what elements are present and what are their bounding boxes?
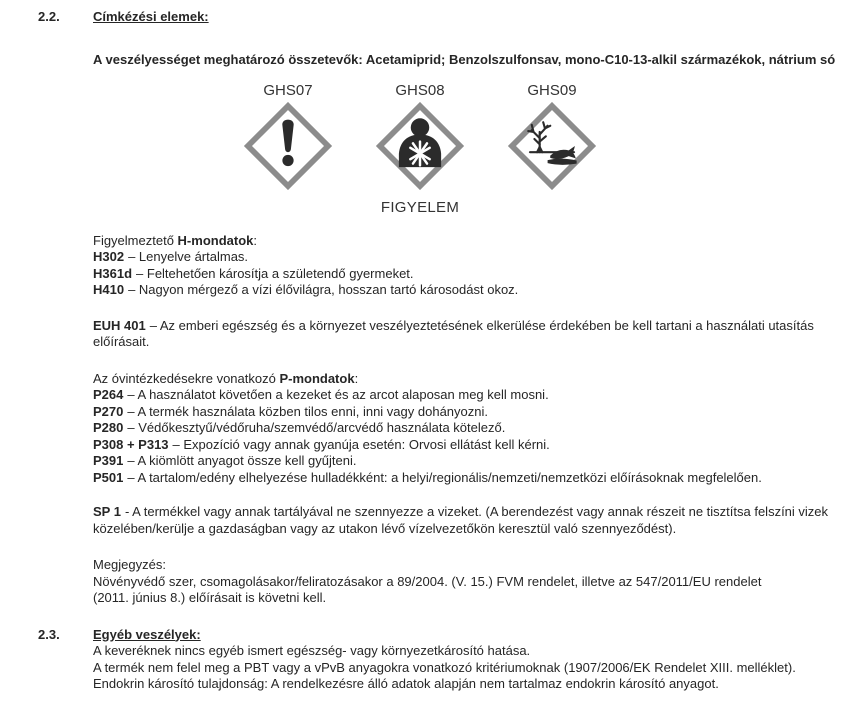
euh-code: EUH 401 <box>93 317 146 333</box>
other-hazards-line: A keveréknek nincs egyéb ismert egészség- vagy környezetkárosító hatása. <box>93 643 531 658</box>
pictogram-ghs08 <box>376 82 464 217</box>
p-statement: P391 – A kiömlött anyagot össze kell gyűjteni. <box>93 453 357 468</box>
p-statements-block <box>93 371 861 487</box>
pictogram-code-label: GHS08 <box>395 82 445 99</box>
pictogram-code-label: GHS07 <box>263 82 313 99</box>
section-number: 2.2. <box>38 9 60 24</box>
section-number: 2.3. <box>38 626 60 642</box>
pictogram-code-label: GHS09 <box>527 82 577 99</box>
h-statements-block <box>93 233 861 299</box>
p-statements-heading: Az óvintézkedésekre vonatkozó P-mondatok: <box>93 370 359 386</box>
h-statements-heading: Figyelmeztető H-mondatok: <box>93 232 258 248</box>
h-statement: H410 – Nagyon mérgező a vízi élővilágra, hosszan tartó károsodást okoz. <box>93 282 519 297</box>
sp1-statement: SP 1 - A termékkel vagy annak tartályával ne szennyezze a vizeket. (A berendezést vagy annak részeit ne tisztítsa felszíni vizek közelében/kerülje a gazdaságban vagy az utakon lévő vízelvezetőkön keresztül való szennyeződést). <box>93 504 829 536</box>
note-block <box>93 557 861 607</box>
section-2-2-heading <box>0 9 861 26</box>
sp1-code: SP 1 <box>93 504 121 519</box>
other-hazards-lines <box>93 643 853 693</box>
other-hazards-line: A termék nem felel meg a PBT vagy a vPvB anyagokra vonatkozó kritériumoknak (1907/2006/EK Rendelet XIII. melléklet). <box>93 659 796 675</box>
section-title: Egyéb veszélyek: <box>93 626 201 642</box>
p-statement: P270 – A termék használata közben tilos enni, inni vagy dohányozni. <box>93 403 488 419</box>
pictogram-ghs07 <box>244 82 332 195</box>
p-statement: P501 – A tartalom/edény elhelyezése hulladékként: a helyi/regionális/nemzeti/nemzetközi előírásoknak megfelelően. <box>93 469 762 485</box>
h-statement: H361d – Feltehetően károsítja a születendő gyermeket. <box>93 265 414 281</box>
other-hazards-line: Endokrin károsító tulajdonság: A rendelkezésre álló adatok alapján nem tartalmaz endokrin károsító anyagot. <box>93 676 719 691</box>
ghs-pictogram-row <box>244 82 861 217</box>
ghs09-environment-icon <box>508 102 596 195</box>
ghs08-health-hazard-icon <box>376 102 464 195</box>
section-title: Címkézési elemek: <box>93 9 209 24</box>
note-text: Növényvédő szer, csomagolásakor/feliratozásakor a 89/2004. (V. 15.) FVM rendelet, illetve az 547/2011/EU rendelet (2011. június 8.) előírásait is követni kell. <box>93 573 762 605</box>
h-statement: H302 – Lenyelve ártalmas. <box>93 249 249 264</box>
ghs07-exclamation-icon <box>244 102 332 195</box>
p-statement: P264 – A használatot követően a kezeket és az arcot alaposan meg kell mosni. <box>93 387 549 402</box>
euh-statement: EUH 401 – Az emberi egészség és a környezet veszélyeztetésének elkerülése érdekében be kell tartani a használati utasítás előírásait. <box>93 317 814 349</box>
p-statement: P308 + P313 – Expozíció vagy annak gyanúja esetén: Orvosi ellátást kell kérni. <box>93 436 550 452</box>
section-2-3-heading <box>0 627 861 644</box>
section-2-3 <box>0 627 861 693</box>
note-heading: Megjegyzés: <box>93 557 166 572</box>
signal-word: FIGYELEM <box>380 198 460 216</box>
hazard-components-line: A veszélyességet meghatározó összetevők: Acetamiprid; Benzolszulfonsav, mono-C10-13-alkil származékok, nátrium só <box>93 51 836 67</box>
pictogram-ghs09 <box>508 82 596 195</box>
p-statement: P280 – Védőkesztyű/védőruha/szemvédő/arcvédő használata kötelező. <box>93 420 506 435</box>
